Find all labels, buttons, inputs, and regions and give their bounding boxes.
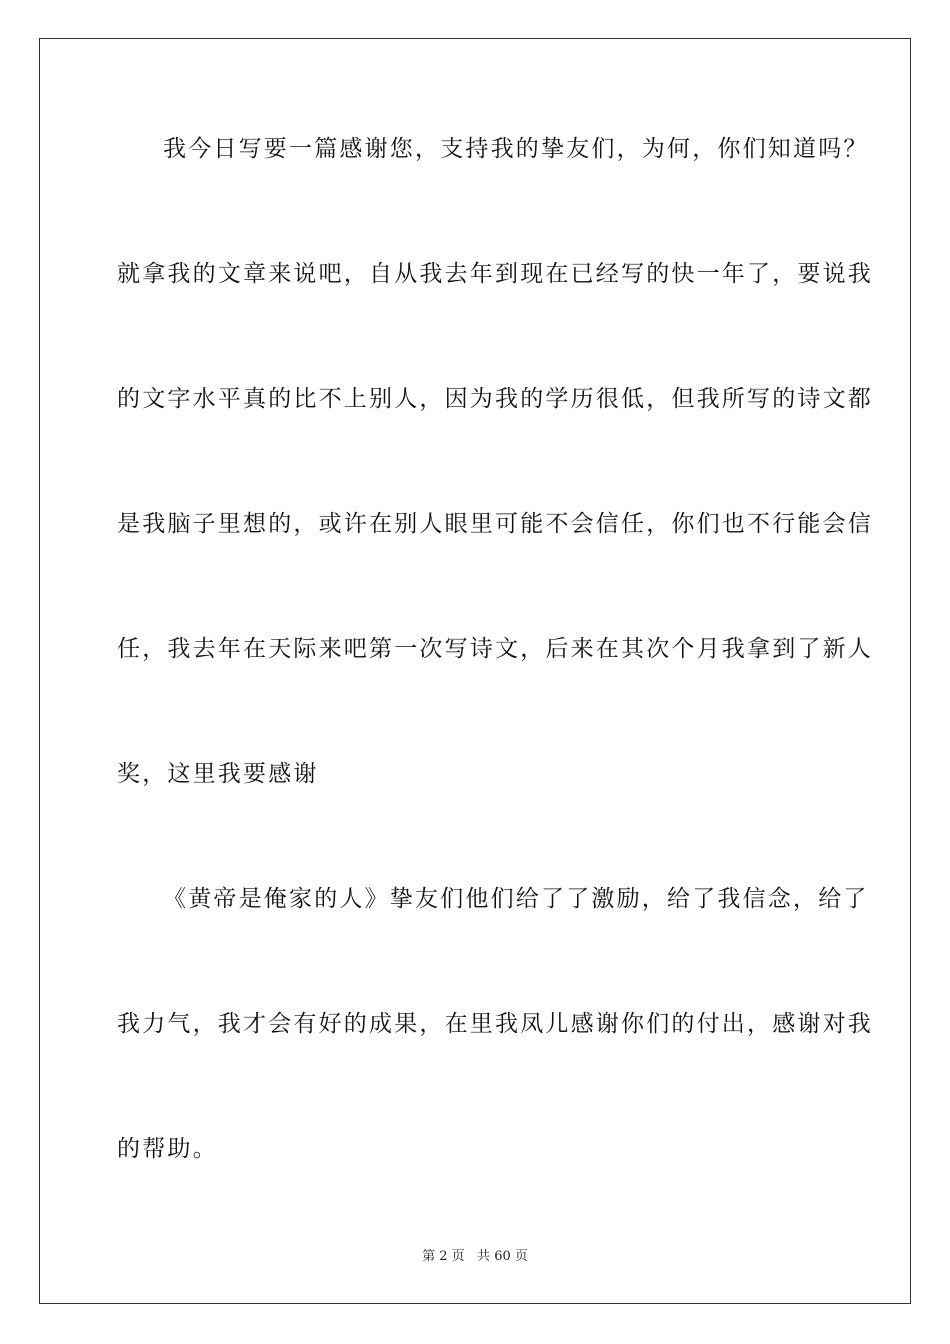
paragraph-line-2: 就拿我的文章来说吧，自从我去年到现在已经写的快一年了，要说我 [117,261,873,287]
page-border [39,38,911,1304]
paragraph-line-4: 是我脑子里想的，或许在别人眼里可能不会信任，你们也不行能会信 [117,511,873,537]
paragraph-line-9: 的帮助。 [117,1136,218,1162]
paragraph-line-7: 《黄帝是俺家的人》挚友们他们给了了激励，给了我信念，给了 [163,886,869,912]
paragraph-line-3: 的文字水平真的比不上别人，因为我的学历很低，但我所写的诗文都 [117,386,873,412]
paragraph-line-1: 我今日写要一篇感谢您，支持我的挚友们，为何，你们知道吗？ [163,136,869,162]
paragraph-line-8: 我力气，我才会有好的成果，在里我凤儿感谢你们的付出，感谢对我 [117,1011,873,1037]
page-number-footer: 第 2 页 共 60 页 [422,1249,528,1264]
paragraph-line-5: 任，我去年在天际来吧第一次写诗文，后来在其次个月我拿到了新人 [117,636,873,662]
paragraph-line-6: 奖，这里我要感谢 [117,761,319,787]
